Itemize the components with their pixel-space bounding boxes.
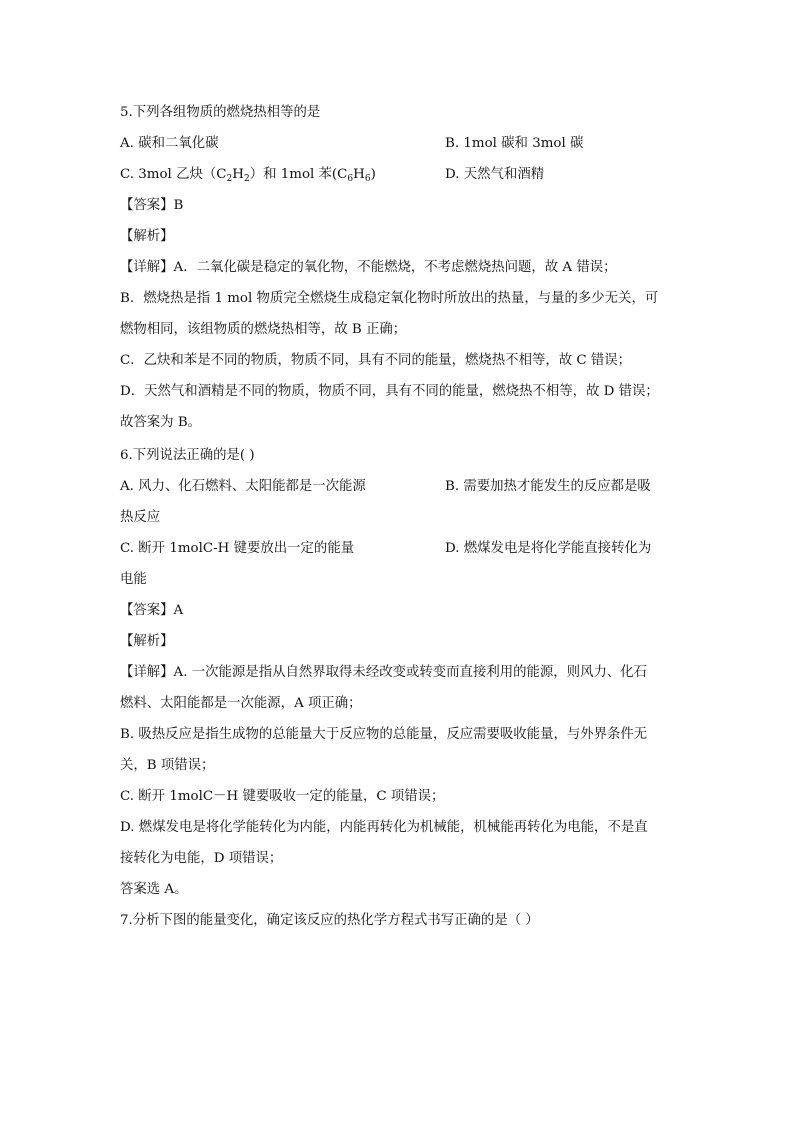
q6-option-a: A. 风力、化石燃料、太阳能都是一次能源: [120, 479, 366, 494]
q6-analysis-label: 【解析】: [120, 634, 174, 649]
q7-question: 7.分析下图的能量变化，确定该反应的热化学方程式书写正确的是（ ）: [120, 913, 539, 928]
q5-answer: 【答案】B: [120, 198, 184, 213]
q5-conclusion: 故答案为 B。: [120, 415, 202, 430]
q5-question: 5.下列各组物质的燃烧热相等的是: [120, 105, 321, 120]
q5-detail-2b: 燃物相同，该组物质的燃烧热相等，故 B 正确；: [120, 322, 407, 337]
q5-option-c: C. 3mol 乙炔$(C_2H_2)$和 1mol 苯$(C_6H_6)$: [120, 167, 376, 184]
q6-option-d-line2: 电能: [120, 572, 147, 587]
q6-detail-1a: 【详解】A. 一次能源是指从自然界取得未经改变或转变而直接利用的能源，则风力、化石: [120, 665, 648, 680]
q5-option-b: B. 1mol 碳和 3mol 碳: [445, 136, 584, 151]
q5-option-d: D. 天然气和酒精: [445, 167, 545, 182]
q6-detail-4b: 接转化为电能，D 项错误；: [120, 851, 283, 866]
q5-detail-3: C．乙炔和苯是不同的物质，物质不同，具有不同的能量，燃烧热不相等，故 C 错误；: [120, 353, 632, 368]
q6-option-b-line2: 热反应: [120, 510, 161, 525]
q6-question: 6.下列说法正确的是( ): [120, 448, 255, 463]
q6-detail-2a: B. 吸热反应是指生成物的总能量大于反应物的总能量，反应需要吸收能量，与外界条件无: [120, 727, 648, 742]
q5-detail-1: 【详解】A．二氧化碳是稳定的氧化物，不能燃烧，不考虑燃烧热问题，故 A 错误；: [120, 260, 617, 275]
q6-answer: 【答案】A: [120, 603, 184, 618]
q5-detail-4: D．天然气和酒精是不同的物质，物质不同，具有不同的能量，燃烧热不相等，故 D 错误；: [120, 384, 659, 399]
q5-detail-2a: B．燃烧热是指 1 mol 物质完全燃烧生成稳定氧化物时所放出的热量，与量的多少无关，可: [120, 291, 659, 306]
q5-analysis-label: 【解析】: [120, 229, 174, 244]
q6-detail-2b: 关，B 项错误；: [120, 758, 215, 773]
q6-option-c: C. 断开 1molC-H 键要放出一定的能量: [120, 541, 355, 556]
q6-option-b-line1: B. 需要加热才能发生的反应都是吸: [445, 479, 651, 494]
q5-option-a: A. 碳和二氧化碳: [120, 136, 219, 151]
q6-detail-1b: 燃料、太阳能都是一次能源，A 项正确；: [120, 696, 362, 711]
q6-conclusion: 答案选 A。: [120, 882, 188, 897]
q6-detail-4a: D. 燃煤发电是将化学能转化为内能，内能再转化为机械能，机械能再转化为电能，不是直: [120, 820, 648, 835]
q6-detail-3: C. 断开 1molC－H 键要吸收一定的能量，C 项错误；: [120, 789, 445, 804]
q6-option-d-line1: D. 燃煤发电是将化学能直接转化为: [445, 541, 652, 556]
